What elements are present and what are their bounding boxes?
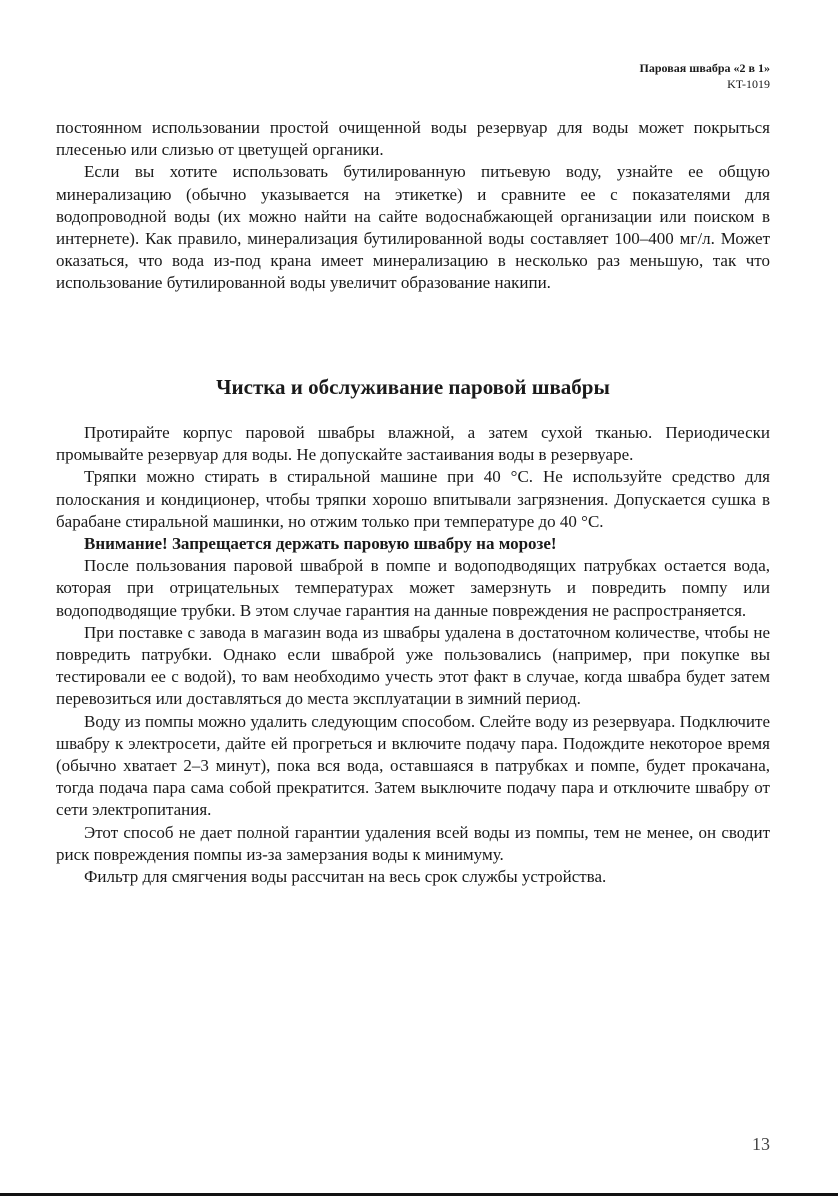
header-product-name: Паровая швабра «2 в 1» [639, 61, 770, 75]
header-model-number: KT-1019 [727, 77, 770, 91]
paragraph-cleaning-body: Протирайте корпус паровой швабры влажной, а затем сухой тканью. Периодически промывайте резервуар для воды. Не допускайте застаивания воды в резервуаре. [56, 423, 770, 465]
paragraph-method-limitation: Этот способ не дает полной гарантии удаления всей воды из помпы, тем не менее, он сводит риск повреждения помпы из-за замерзания воды к минимуму. [56, 822, 770, 864]
paragraph-draining-method: Воду из помпы можно удалить следующим способом. Слейте воду из резервуара. Подключите швабру к электросети, дайте ей прогреться и включите подачу пара. Подождите некоторое время (обычно хватает 2–3 минут), пока вся вода, оставшаяся в патрубках и помпе, будет прокачана, тогда подача пара сама собой прекратится. Затем выключите подачу пара и отключите швабру от сети электропитания. [56, 711, 770, 820]
intro-paragraph-bottled-water: Если вы хотите использовать бутилированную питьевую воду, узнайте ее общую минерализацию (обычно указывается на этикетке) и сравните ее с показателями для водопроводной воды (их можно найти на сайте водоснабжающей организации или поиском в интернете). Как правило, минерализация бутилированной воды составляет 100–400 мг/л. Может оказаться, что вода из-под крана имеет минерализацию в несколько раз меньшую, так что использование бутилированной воды увеличит образование накипи. [56, 162, 770, 293]
intro-paragraph-continued: постоянном использовании простой очищенной воды резервуар для воды может покрыться плесенью или слизью от цветущей органики. [56, 118, 770, 160]
paragraph-factory-delivery: При поставке с завода в магазин вода из швабры удалена в достаточном количестве, чтобы не повредить патрубки. Однако если шваброй уже пользовались (например, при покупке вы тестировали ее с водой), то вам необходимо учесть этот факт в случае, когда швабра будет затем перевозиться или доставляться до места эксплуатации в зимний период. [56, 622, 770, 709]
paragraph-residual-water: После пользования паровой шваброй в помпе и водоподводящих патрубках остается вода, которая при отрицательных температурах может замерзнуть и повредить помпу или водоподводящие трубки. В этом случае гарантия на данные повреждения не распространяется. [56, 556, 770, 620]
paragraph-washing-cloths: Тряпки можно стирать в стиральной машине при 40 °C. Не используйте средство для полоскания и кондиционер, чтобы тряпки хорошо впитывали загрязнения. Допускается сушка в барабане стиральной машинки, но отжим только при температуре до 40 °C. [56, 467, 770, 531]
section-title: Чистка и обслуживание паровой швабры [216, 375, 610, 399]
warning-frost: Внимание! Запрещается держать паровую швабру на морозе! [84, 534, 557, 554]
section-body [56, 422, 770, 888]
paragraph-filter-lifetime: Фильтр для смягчения воды рассчитан на весь срок службы устройства. [84, 867, 607, 887]
running-header [640, 60, 770, 92]
page-number: 13 [752, 1134, 770, 1154]
section-heading-block [56, 374, 770, 400]
intro-text [56, 117, 770, 295]
